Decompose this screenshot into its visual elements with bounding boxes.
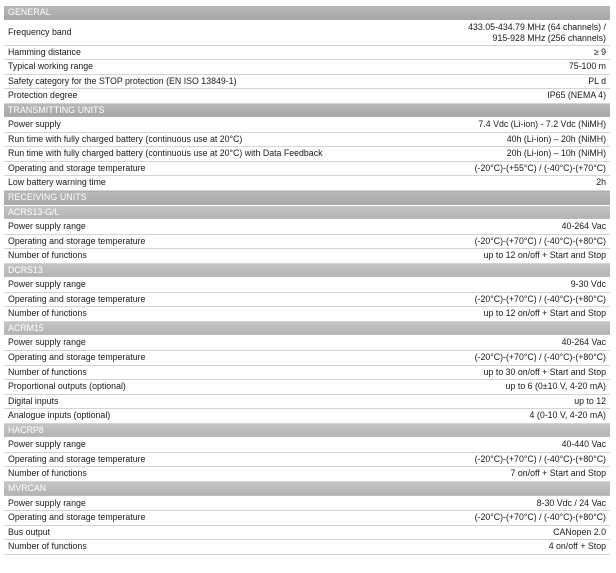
spec-row xyxy=(4,307,610,322)
subsection-header-acrs13 xyxy=(4,205,610,220)
spec-label: Operating and storage temperature xyxy=(4,161,334,176)
spec-label: Protection degree xyxy=(4,89,334,104)
spec-value: 40-440 Vac xyxy=(334,438,610,453)
spec-row xyxy=(4,278,610,293)
spec-row xyxy=(4,540,610,555)
spec-row xyxy=(4,161,610,176)
spec-value: up to 12 on/off + Start and Stop xyxy=(334,307,610,322)
spec-value: 40h (Li-ion) – 20h (NiMH) xyxy=(334,132,610,147)
spec-value: 9-30 Vdc xyxy=(334,278,610,293)
subsection-header-acrm15 xyxy=(4,321,610,336)
subsection-header-hacrp8 xyxy=(4,423,610,438)
subsection-title: DCRS13 xyxy=(4,263,610,278)
spec-label: Power supply range xyxy=(4,438,334,453)
spec-label: Bus output xyxy=(4,525,334,540)
spec-value: (-20°C)-(+70°C) / (-40°C)-(+80°C) xyxy=(334,351,610,366)
spec-label: Analogue inputs (optional) xyxy=(4,409,334,424)
spec-row xyxy=(4,220,610,235)
spec-value: 4 on/off + Stop xyxy=(334,540,610,555)
spec-row xyxy=(4,74,610,89)
spec-label: Operating and storage temperature xyxy=(4,351,334,366)
spec-row xyxy=(4,452,610,467)
section-title: RECEIVING UNITS xyxy=(4,191,610,206)
subsection-title: MVRCAN xyxy=(4,481,610,496)
spec-value xyxy=(334,20,610,45)
spec-value: up to 30 on/off + Start and Stop xyxy=(334,365,610,380)
spec-label: Number of functions xyxy=(4,307,334,322)
spec-value: 8-30 Vdc / 24 Vac xyxy=(334,496,610,511)
spec-row xyxy=(4,496,610,511)
subsection-header-dcrs13 xyxy=(4,263,610,278)
spec-value: 4 (0-10 V, 4-20 mA) xyxy=(334,409,610,424)
spec-value: CANopen 2.0 xyxy=(334,525,610,540)
spec-label: Operating and storage temperature xyxy=(4,452,334,467)
spec-label: Digital inputs xyxy=(4,394,334,409)
spec-label: Safety category for the STOP protection (EN ISO 13849-1) xyxy=(4,74,334,89)
spec-row xyxy=(4,467,610,482)
section-header-receiving-units xyxy=(4,191,610,206)
spec-label: Operating and storage temperature xyxy=(4,511,334,526)
spec-row xyxy=(4,380,610,395)
spec-label: Hamming distance xyxy=(4,45,334,60)
spec-row xyxy=(4,249,610,264)
spec-value: up to 12 on/off + Start and Stop xyxy=(334,249,610,264)
spec-row xyxy=(4,176,610,191)
spec-label: Power supply range xyxy=(4,278,334,293)
spec-value: (-20°C)-(+70°C) / (-40°C)-(+80°C) xyxy=(334,452,610,467)
spec-label: Number of functions xyxy=(4,540,334,555)
spec-row xyxy=(4,336,610,351)
spec-value: ≥ 9 xyxy=(334,45,610,60)
spec-value: 75-100 m xyxy=(334,60,610,75)
spec-row xyxy=(4,351,610,366)
subsection-title: ACRM15 xyxy=(4,321,610,336)
spec-label: Low battery warning time xyxy=(4,176,334,191)
spec-value: 7.4 Vdc (Li-ion) - 7.2 Vdc (NiMH) xyxy=(334,118,610,133)
spec-table xyxy=(4,6,610,555)
spec-label: Operating and storage temperature xyxy=(4,292,334,307)
spec-label: Run time with fully charged battery (continuous use at 20°C) with Data Feedback xyxy=(4,147,334,162)
spec-row xyxy=(4,525,610,540)
spec-row xyxy=(4,132,610,147)
spec-label: Power supply range xyxy=(4,496,334,511)
spec-row xyxy=(4,45,610,60)
spec-value: 40-264 Vac xyxy=(334,336,610,351)
spec-value: 40-264 Vac xyxy=(334,220,610,235)
spec-label: Power supply range xyxy=(4,336,334,351)
spec-label: Number of functions xyxy=(4,467,334,482)
subsection-title: HACRP8 xyxy=(4,423,610,438)
spec-value: 2h xyxy=(334,176,610,191)
spec-row xyxy=(4,20,610,45)
spec-label: Operating and storage temperature xyxy=(4,234,334,249)
spec-value: 20h (Li-ion) – 10h (NiMH) xyxy=(334,147,610,162)
spec-value: (-20°C)-(+70°C) / (-40°C)-(+80°C) xyxy=(334,511,610,526)
spec-label: Number of functions xyxy=(4,249,334,264)
spec-value: 7 on/off + Start and Stop xyxy=(334,467,610,482)
spec-value: (-20°C)-(+55°C) / (-40°C)-(+70°C) xyxy=(334,161,610,176)
spec-label: Typical working range xyxy=(4,60,334,75)
spec-label: Power supply xyxy=(4,118,334,133)
spec-value: (-20°C)-(+70°C) / (-40°C)-(+80°C) xyxy=(334,234,610,249)
spec-row xyxy=(4,365,610,380)
spec-row xyxy=(4,89,610,104)
spec-row xyxy=(4,292,610,307)
spec-row xyxy=(4,118,610,133)
spec-label: Power supply range xyxy=(4,220,334,235)
spec-label: Frequency band xyxy=(4,20,334,45)
section-title: GENERAL xyxy=(4,6,610,20)
spec-row xyxy=(4,511,610,526)
spec-value: up to 6 (0±10 V, 4-20 mA) xyxy=(334,380,610,395)
section-header-transmitting-units xyxy=(4,103,610,118)
spec-label: Number of functions xyxy=(4,365,334,380)
subsection-header-mvrcan xyxy=(4,481,610,496)
spec-value: up to 12 xyxy=(334,394,610,409)
spec-value: (-20°C)-(+70°C) / (-40°C)-(+80°C) xyxy=(334,292,610,307)
spec-label: Proportional outputs (optional) xyxy=(4,380,334,395)
spec-label: Run time with fully charged battery (continuous use at 20°C) xyxy=(4,132,334,147)
section-header-general xyxy=(4,6,610,20)
spec-value: IP65 (NEMA 4) xyxy=(334,89,610,104)
spec-sheet xyxy=(4,0,614,555)
subsection-title: ACRS13-G/L xyxy=(4,205,610,220)
spec-value-line-1: 433.05-434.79 MHz (64 channels) / xyxy=(468,21,606,32)
spec-value: PL d xyxy=(334,74,610,89)
spec-row xyxy=(4,394,610,409)
spec-row xyxy=(4,60,610,75)
spec-row xyxy=(4,147,610,162)
spec-value-line-2: 915-928 MHz (256 channels) xyxy=(492,32,606,43)
section-title: TRANSMITTING UNITS xyxy=(4,103,610,118)
spec-row xyxy=(4,438,610,453)
spec-row xyxy=(4,409,610,424)
spec-row xyxy=(4,234,610,249)
